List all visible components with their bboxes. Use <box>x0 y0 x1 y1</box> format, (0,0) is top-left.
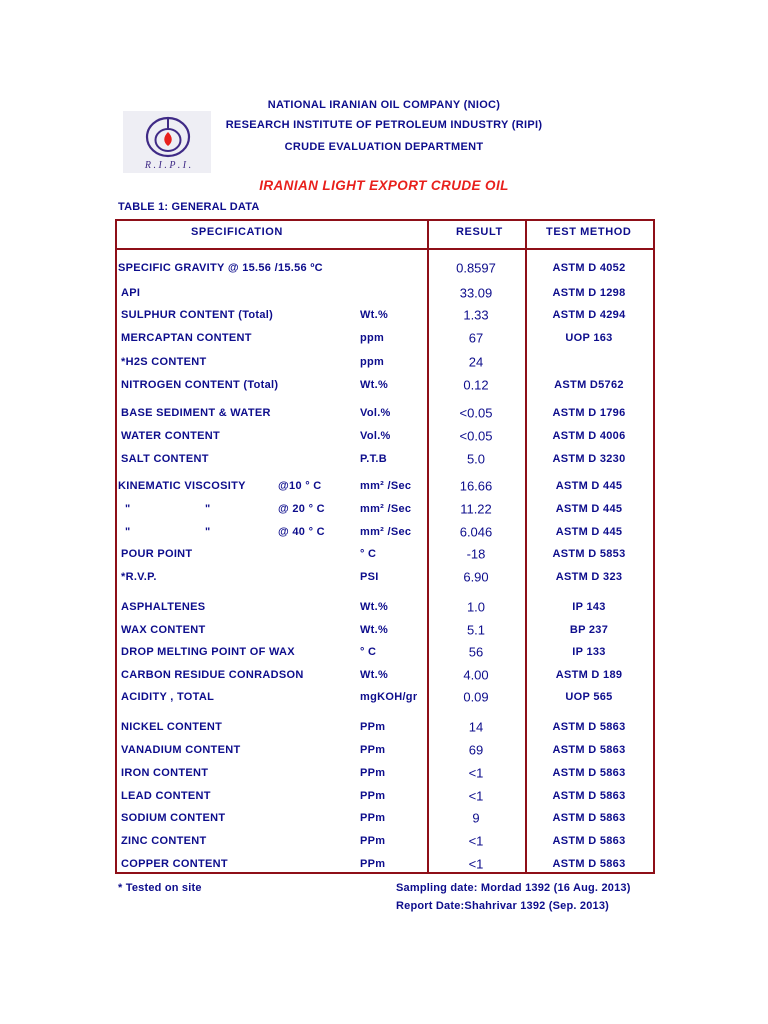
test-method: UOP 163 <box>565 332 613 344</box>
unit-label: Wt.% <box>360 379 389 391</box>
unit-label: PPm <box>360 835 386 847</box>
specification-label: MERCAPTAN CONTENT <box>121 332 252 344</box>
result-value: 11.22 <box>460 501 492 517</box>
table-row <box>0 665 768 685</box>
result-value: <1 <box>468 833 484 849</box>
unit-label: mm² /Sec <box>360 480 412 492</box>
result-value: 14 <box>468 719 484 735</box>
result-value: 4.00 <box>463 667 489 683</box>
specification-label: SULPHUR CONTENT (Total) <box>121 309 274 321</box>
specification-label: DROP MELTING POINT OF WAX <box>121 646 295 658</box>
specification-label: LEAD CONTENT <box>121 790 211 802</box>
test-method: ASTM D 4006 <box>552 430 626 442</box>
specification-label: WAX CONTENT <box>121 624 206 636</box>
header-ripi: RESEARCH INSTITUTE OF PETROLEUM INDUSTRY (RIPI) <box>225 119 543 131</box>
result-value: <1 <box>468 856 484 872</box>
specification-label: CARBON RESIDUE CONRADSON <box>121 669 304 681</box>
temperature-label: @ 40 ° C <box>278 526 325 538</box>
temperature-label: @10 ° C <box>278 480 322 492</box>
specification-label: SODIUM CONTENT <box>121 812 226 824</box>
test-method: ASTM D5762 <box>554 379 624 391</box>
test-method: ASTM D 445 <box>555 526 623 538</box>
test-method: ASTM D 1796 <box>552 407 626 419</box>
unit-label: ° C <box>360 548 377 560</box>
test-method: ASTM D 445 <box>555 480 623 492</box>
specification-label: " <box>125 503 131 515</box>
unit-label: Wt.% <box>360 309 389 321</box>
unit-label: mm² /Sec <box>360 526 412 538</box>
test-method: ASTM D 5863 <box>552 858 626 870</box>
table-row <box>0 499 768 519</box>
result-value: 67 <box>468 330 484 346</box>
test-method: IP 143 <box>572 601 606 613</box>
unit-label: PPm <box>360 744 386 756</box>
specification-label: *R.V.P. <box>121 571 157 583</box>
sampling-date: Sampling date: Mordad 1392 (16 Aug. 2013) <box>396 882 631 894</box>
specification-label: API <box>121 287 141 299</box>
unit-label: P.T.B <box>360 453 387 465</box>
table-row <box>0 352 768 372</box>
table-row <box>0 687 768 707</box>
test-method: ASTM D 1298 <box>552 287 626 299</box>
result-value: 69 <box>468 742 484 758</box>
specification-label: ZINC CONTENT <box>121 835 207 847</box>
specification-label: IRON CONTENT <box>121 767 209 779</box>
test-method: ASTM D 5863 <box>552 767 626 779</box>
result-value: <0.05 <box>459 428 493 444</box>
table-row <box>0 740 768 760</box>
test-method: ASTM D 323 <box>555 571 623 583</box>
result-value: 0.09 <box>463 689 489 705</box>
table-header-rule <box>115 248 655 250</box>
ditto-mark: " <box>205 526 211 538</box>
test-method: ASTM D 5863 <box>552 790 626 802</box>
specification-label: VANADIUM CONTENT <box>121 744 241 756</box>
test-method: ASTM D 3230 <box>552 453 626 465</box>
test-method: ASTM D 4052 <box>552 262 626 274</box>
test-method: IP 133 <box>572 646 606 658</box>
specification-label: *H2S CONTENT <box>121 356 207 368</box>
table-row <box>0 449 768 469</box>
table-row <box>0 522 768 542</box>
unit-label: PSI <box>360 571 379 583</box>
specification-label: POUR POINT <box>121 548 193 560</box>
test-method: BP 237 <box>569 624 609 636</box>
specification-label: SPECIFIC GRAVITY @ 15.56 /15.56 ºC <box>118 262 323 274</box>
table-row <box>0 786 768 806</box>
unit-label: PPm <box>360 812 386 824</box>
unit-label: mgKOH/gr <box>360 691 418 703</box>
table-row <box>0 808 768 828</box>
table-row <box>0 854 768 874</box>
specification-label: ASPHALTENES <box>121 601 206 613</box>
unit-label: Wt.% <box>360 601 389 613</box>
result-value: 6.046 <box>459 524 493 540</box>
header-department: CRUDE EVALUATION DEPARTMENT <box>284 141 484 153</box>
specification-label: " <box>125 526 131 538</box>
result-value: 5.0 <box>466 451 486 467</box>
result-value: <1 <box>468 765 484 781</box>
unit-label: Vol.% <box>360 430 391 442</box>
table-row <box>0 328 768 348</box>
test-method: ASTM D 5863 <box>552 835 626 847</box>
specification-label: NITROGEN CONTENT (Total) <box>121 379 279 391</box>
result-value: 24 <box>468 354 484 370</box>
table-row <box>0 831 768 851</box>
result-value: 33.09 <box>459 285 493 301</box>
test-method: ASTM D 5863 <box>552 744 626 756</box>
temperature-label: @ 20 ° C <box>278 503 325 515</box>
table-row <box>0 426 768 446</box>
result-value: 1.33 <box>463 307 489 323</box>
logo-lettering: R . I . P . I . <box>144 160 192 171</box>
result-value: 56 <box>468 644 484 660</box>
table-row <box>0 544 768 564</box>
result-value: 16.66 <box>459 478 493 494</box>
result-value: 0.12 <box>463 377 489 393</box>
table-caption: TABLE 1: GENERAL DATA <box>118 201 260 213</box>
unit-label: PPm <box>360 767 386 779</box>
table-row <box>0 763 768 783</box>
test-method: ASTM D 4294 <box>552 309 626 321</box>
table-row <box>0 597 768 617</box>
result-value: <1 <box>468 788 484 804</box>
report-date: Report Date:Shahrivar 1392 (Sep. 2013) <box>396 900 610 912</box>
specification-label: WATER CONTENT <box>121 430 221 442</box>
table-row <box>0 305 768 325</box>
table-row <box>0 375 768 395</box>
test-method: ASTM D 445 <box>555 503 623 515</box>
result-value: 9 <box>472 810 480 826</box>
ditto-mark: " <box>205 503 211 515</box>
header-nioc: NATIONAL IRANIAN OIL COMPANY (NIOC) <box>267 99 501 111</box>
result-value: -18 <box>466 546 486 562</box>
result-value: 5.1 <box>466 622 486 638</box>
test-method: ASTM D 189 <box>555 669 623 681</box>
unit-label: Vol.% <box>360 407 391 419</box>
document-title: IRANIAN LIGHT EXPORT CRUDE OIL <box>259 178 509 193</box>
specification-label: KINEMATIC VISCOSITY <box>118 480 246 492</box>
ripi-logo <box>123 111 211 173</box>
table-row <box>0 642 768 662</box>
column-header-test-method: TEST METHOD <box>546 226 632 238</box>
test-method: ASTM D 5863 <box>552 812 626 824</box>
specification-label: COPPER CONTENT <box>121 858 228 870</box>
unit-label: ° C <box>360 646 377 658</box>
table-row <box>0 620 768 640</box>
result-value: 0.8597 <box>456 260 496 276</box>
unit-label: ppm <box>360 356 385 368</box>
table-row <box>0 476 768 496</box>
specification-label: BASE SEDIMENT & WATER <box>121 407 271 419</box>
unit-label: PPm <box>360 721 386 733</box>
result-value: <0.05 <box>459 405 493 421</box>
unit-label: Wt.% <box>360 669 389 681</box>
test-method: UOP 565 <box>565 691 613 703</box>
unit-label: PPm <box>360 858 386 870</box>
unit-label: Wt.% <box>360 624 389 636</box>
unit-label: PPm <box>360 790 386 802</box>
table-row <box>0 717 768 737</box>
result-value: 6.90 <box>463 569 489 585</box>
table-row <box>0 567 768 587</box>
unit-label: ppm <box>360 332 385 344</box>
test-method: ASTM D 5863 <box>552 721 626 733</box>
specification-label: SALT CONTENT <box>121 453 209 465</box>
column-header-specification: SPECIFICATION <box>191 226 283 238</box>
specification-label: ACIDITY , TOTAL <box>121 691 215 703</box>
table-row <box>0 258 768 278</box>
column-header-result: RESULT <box>456 226 503 238</box>
test-method: ASTM D 5853 <box>552 548 626 560</box>
unit-label: mm² /Sec <box>360 503 412 515</box>
result-value: 1.0 <box>466 599 486 615</box>
footnote: * Tested on site <box>118 882 202 894</box>
table-row <box>0 403 768 423</box>
table-row <box>0 283 768 303</box>
specification-label: NICKEL CONTENT <box>121 721 223 733</box>
